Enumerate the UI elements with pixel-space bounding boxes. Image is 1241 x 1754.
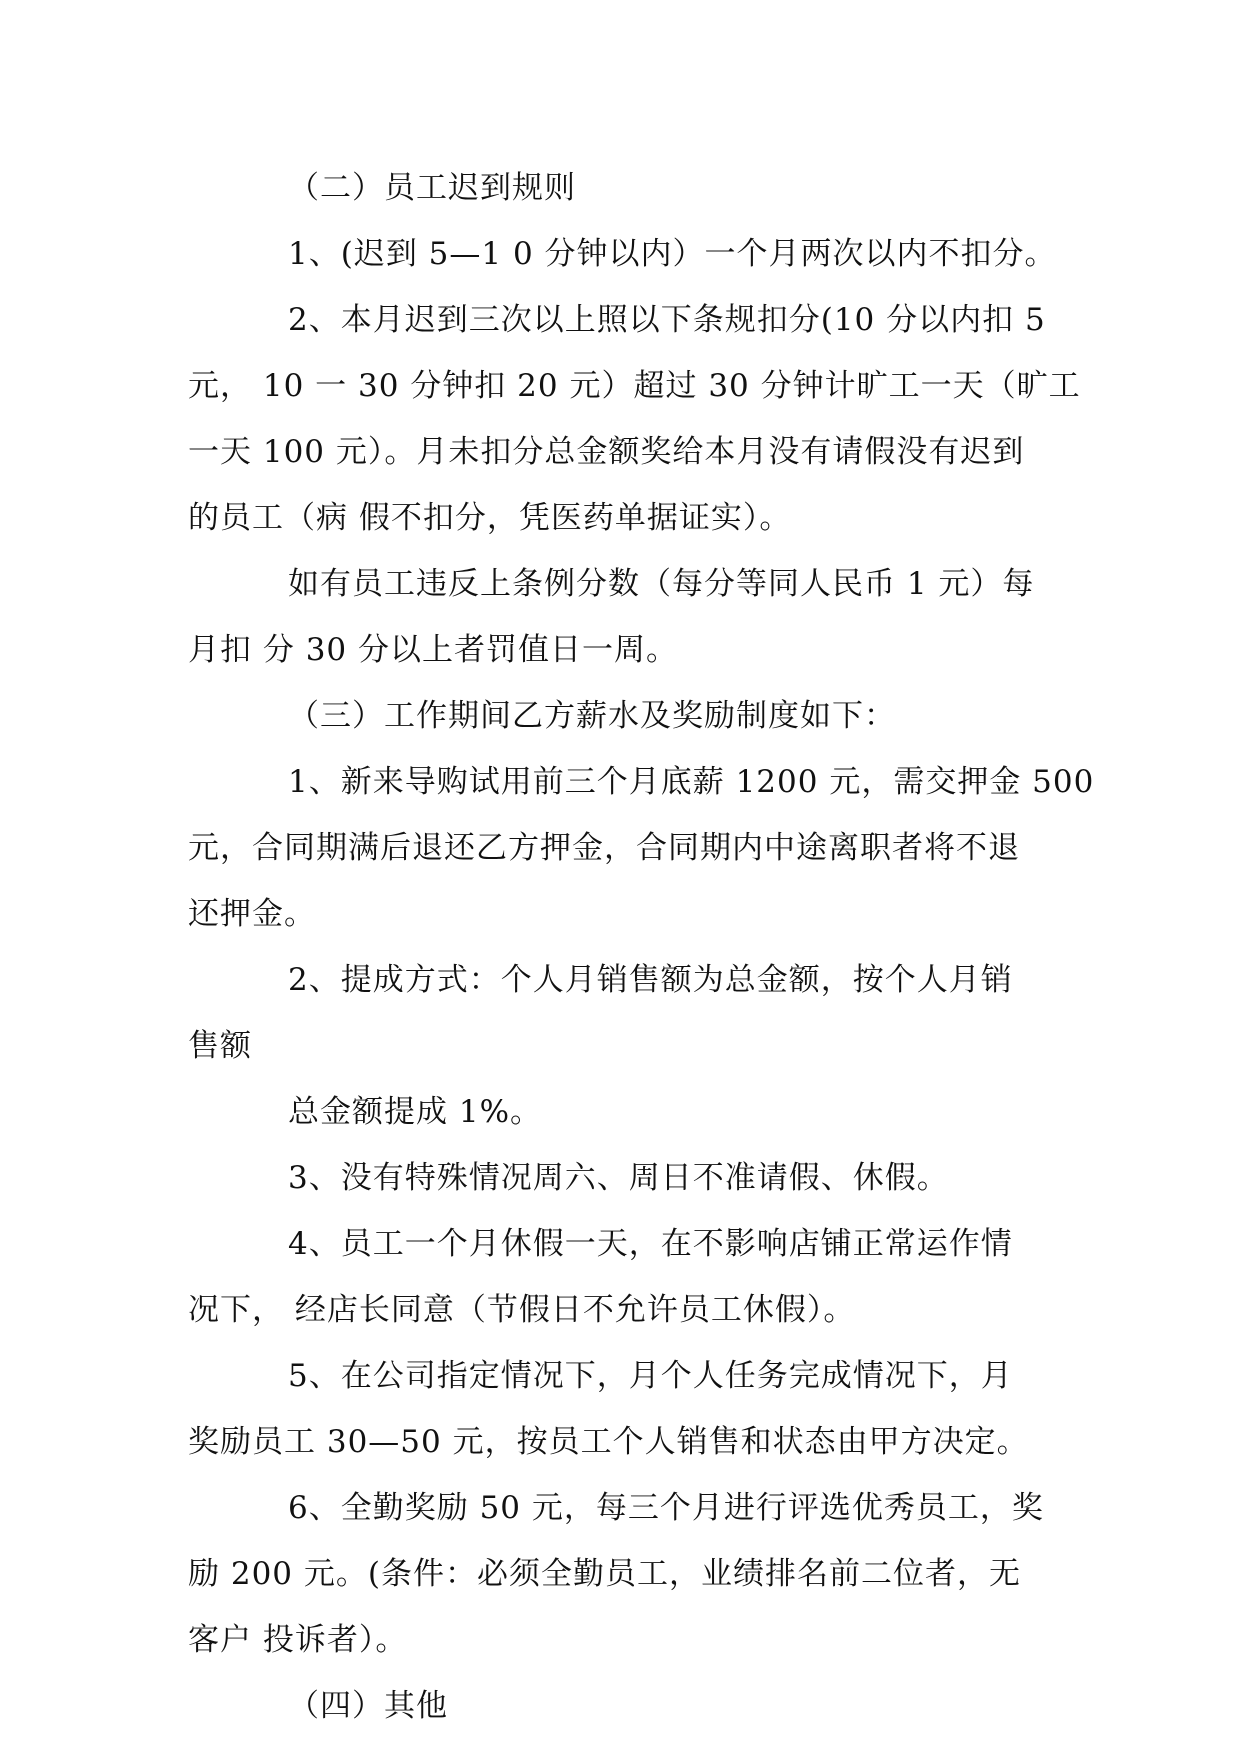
section-heading-other: （四）其他 <box>288 1688 448 1724</box>
paragraph-line: 况下， 经店长同意（节假日不允许员工休假）。 <box>188 1292 856 1328</box>
paragraph-line: 一天 100 元）。月未扣分总金额奖给本月没有请假没有迟到 <box>188 434 1025 470</box>
paragraph-line: 1、新来导购试用前三个月底薪 1200 元，需交押金 500 <box>288 764 1095 800</box>
section-heading-late-rules: （二）员工迟到规则 <box>288 170 576 206</box>
paragraph-line: 还押金。 <box>188 896 316 932</box>
paragraph-line: 售额 <box>188 1028 252 1064</box>
paragraph-line: 1、(迟到 5—1 0 分钟以内）一个月两次以内不扣分。 <box>288 236 1057 272</box>
paragraph-line: 4、员工一个月休假一天，在不影响店铺正常运作情 <box>288 1226 1013 1262</box>
paragraph-line: 元， 10 一 30 分钟扣 20 元）超过 30 分钟计旷工一天（旷工 <box>188 368 1081 404</box>
paragraph-line: 如有员工违反上条例分数（每分等同人民币 1 元）每 <box>288 566 1035 602</box>
paragraph-line: 奖励员工 30—50 元，按员工个人销售和状态由甲方决定。 <box>188 1424 1029 1460</box>
paragraph-line: 2、提成方式：个人月销售额为总金额，按个人月销 <box>288 962 1013 998</box>
section-heading-salary: （三）工作期间乙方薪水及奖励制度如下： <box>288 698 896 734</box>
paragraph-line: 客户 投诉者）。 <box>188 1622 408 1658</box>
paragraph-line: 6、全勤奖励 50 元，每三个月进行评选优秀员工，奖 <box>288 1490 1044 1526</box>
paragraph-line: 元，合同期满后退还乙方押金，合同期内中途离职者将不退 <box>188 830 1020 866</box>
paragraph-line: 5、在公司指定情况下，月个人任务完成情况下，月 <box>288 1358 1013 1394</box>
paragraph-line: 总金额提成 1%。 <box>288 1094 543 1130</box>
paragraph-line: 2、本月迟到三次以上照以下条规扣分(10 分以内扣 5 <box>288 302 1046 338</box>
document-body <box>188 155 1095 1739</box>
paragraph-line: 励 200 元。(条件：必须全勤员工，业绩排名前二位者，无 <box>188 1556 1021 1592</box>
paragraph-line: 3、没有特殊情况周六、周日不准请假、休假。 <box>288 1160 949 1196</box>
paragraph-line: 月扣 分 30 分以上者罚值日一周。 <box>188 632 679 668</box>
paragraph-line: 的员工（病 假不扣分，凭医药单据证实）。 <box>188 500 792 536</box>
